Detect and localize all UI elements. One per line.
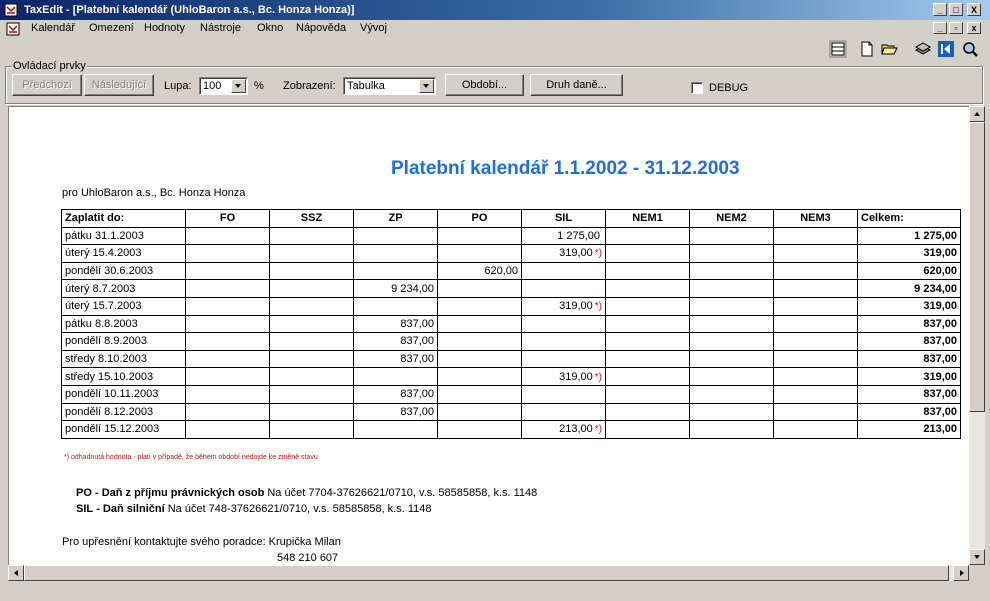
view-value: Tabulka [347,80,385,92]
document-icon[interactable] [6,22,20,36]
app-icon[interactable] [4,3,18,17]
column-header-fo: FO [186,210,270,228]
cell-nem2 [690,262,774,280]
cell-value: 213,00 [559,423,593,436]
first-icon[interactable] [937,40,955,58]
cell-date: úterý 15.7.2003 [62,297,186,315]
report-subtitle: pro UhloBaron a.s., Bc. Honza Honza [62,187,246,199]
cell-nem3 [774,333,858,351]
cell-nem2 [690,421,774,439]
cell-nem3 [774,262,858,280]
cell-nem2 [690,280,774,298]
open-folder-icon[interactable] [880,40,898,58]
cell-date: pondělí 8.12.2003 [62,403,186,421]
cell-sil [522,245,606,263]
cell-date: pondělí 10.11.2003 [62,385,186,403]
cell-zp [354,315,438,333]
cell-total: 319,00 [858,245,961,263]
cell-nem2 [690,297,774,315]
cell-total: 9 234,00 [858,280,961,298]
scroll-right-button[interactable] [953,565,969,581]
scroll-up-button[interactable] [969,106,985,122]
cell-zp [354,297,438,315]
legend-po [76,487,537,499]
cell-date: pátku 31.1.2003 [62,227,186,245]
cell-ssz [270,245,354,263]
cell-zp [354,245,438,263]
arrow-down-icon [974,555,980,559]
stack-icon[interactable] [914,40,932,58]
horizontal-scrollbar[interactable] [8,565,969,581]
table-row [62,333,961,351]
column-header-nem3: NEM3 [774,210,858,228]
mdi-close-button[interactable]: x [967,22,981,34]
cell-nem2 [690,227,774,245]
debug-checkbox[interactable] [691,82,703,94]
cell-po [438,368,522,386]
table-row [62,280,961,298]
mdi-minimize-button[interactable]: _ [933,22,947,34]
table-row [62,262,961,280]
scroll-left-button[interactable] [8,565,24,581]
cell-fo [186,350,270,368]
cell-nem1 [606,350,690,368]
legend-sil-name: - Daň silniční [96,503,165,515]
cell-fo [186,385,270,403]
arrow-right-icon [960,570,964,576]
cell-fo [186,333,270,351]
cell-nem1 [606,262,690,280]
cell-value: 837,00 [400,388,434,401]
column-header-sil: SIL [522,210,606,228]
cell-nem3 [774,315,858,333]
cell-date: pondělí 8.9.2003 [62,333,186,351]
tax-type-button[interactable]: Druh daně... [530,74,623,96]
cell-nem1 [606,227,690,245]
cell-nem3 [774,280,858,298]
cell-fo [186,280,270,298]
cell-nem1 [606,245,690,263]
cell-nem3 [774,297,858,315]
cell-fo [186,245,270,263]
cell-zp [354,227,438,245]
estimate-mark: *) [594,371,602,383]
cell-nem3 [774,385,858,403]
cell-fo [186,297,270,315]
cell-zp [354,403,438,421]
cell-sil [522,368,606,386]
table-row [62,245,961,263]
cell-date: pondělí 30.6.2003 [62,262,186,280]
cell-ssz [270,403,354,421]
menu-kalendar[interactable]: Kalendář [31,22,76,34]
cell-nem1 [606,403,690,421]
cell-po [438,350,522,368]
cell-value: 9 234,00 [391,282,434,295]
menu-vyvoj[interactable]: Vývoj [360,22,387,34]
cell-value: 319,00 [559,247,593,260]
payment-table [61,209,961,439]
cell-sil [522,333,606,351]
cell-nem1 [606,297,690,315]
controls-group-label: Ovládací prvky [13,60,86,72]
contact-phone: 548 210 607 [277,552,339,564]
estimate-footnote: *) odhadnutá hodnota - platí v případě, že během období nedojde ke změně stavu [64,454,318,461]
cell-sil [522,280,606,298]
cell-po [438,297,522,315]
scroll-corner [969,565,985,581]
table-header-row [62,210,961,228]
column-header-nem1: NEM1 [606,210,690,228]
cell-zp [354,368,438,386]
title-bar [0,0,990,20]
cell-zp [354,385,438,403]
table-row [62,368,961,386]
zoom-label: Lupa: [164,80,192,92]
column-header-total: Celkem: [858,210,961,228]
period-button[interactable]: Období... [445,74,524,96]
horizontal-scroll-thumb[interactable] [24,565,949,581]
cell-sil [522,350,606,368]
column-header-po: PO [438,210,522,228]
arrow-left-icon [14,570,18,576]
cell-value: 319,00 [559,370,593,383]
legend-sil-account: Na účet 748-37626621/0710, v.s. 58585858, k.s. 1148 [167,503,432,515]
menu-nastroje[interactable]: Nástroje [200,22,241,34]
search-icon[interactable] [961,40,979,58]
menu-okno[interactable]: Okno [257,22,284,34]
cell-total: 319,00 [858,368,961,386]
cell-nem1 [606,421,690,439]
cell-fo [186,368,270,386]
cell-total: 1 275,00 [858,227,961,245]
legend-sil [76,503,432,515]
cell-nem2 [690,368,774,386]
cell-zp [354,421,438,439]
cell-fo [186,315,270,333]
cell-total: 837,00 [858,315,961,333]
next-button[interactable]: Následující [84,74,154,96]
chevron-down-icon[interactable] [231,79,246,93]
cell-ssz [270,297,354,315]
maximize-button[interactable]: □ [949,3,963,16]
table-row [62,350,961,368]
report-viewport [8,106,970,566]
cell-total: 837,00 [858,333,961,351]
cell-po [438,333,522,351]
table-row [62,403,961,421]
previous-button[interactable]: Předchozí [12,74,82,96]
cell-ssz [270,421,354,439]
cell-zp [354,280,438,298]
cell-fo [186,262,270,280]
column-header-zp: ZP [354,210,438,228]
cell-fo [186,403,270,421]
cell-sil [522,385,606,403]
cell-nem1 [606,280,690,298]
new-document-icon[interactable] [858,40,876,58]
cell-nem1 [606,333,690,351]
menu-bar [0,20,990,38]
cell-date: úterý 15.4.2003 [62,245,186,263]
debug-label: DEBUG [709,82,749,94]
cell-nem1 [606,368,690,386]
legend-po-name: - Daň z příjmu právnických osob [94,487,265,499]
cell-po [438,227,522,245]
chevron-down-icon[interactable] [419,79,434,93]
estimate-mark: *) [594,248,602,260]
cell-po [438,403,522,421]
cell-nem2 [690,385,774,403]
vertical-scroll-thumb[interactable] [969,122,985,412]
cell-po [438,245,522,263]
cell-ssz [270,262,354,280]
cell-po [438,262,522,280]
column-header-nem2: NEM2 [690,210,774,228]
cell-sil [522,403,606,421]
close-button[interactable]: X [967,3,981,16]
cell-sil [522,227,606,245]
cell-nem1 [606,315,690,333]
minimize-button[interactable]: _ [933,3,947,16]
cell-date: středy 15.10.2003 [62,368,186,386]
column-header-date: Zaplatit do: [62,210,186,228]
legend-po-account: Na účet 7704-37626621/0710, v.s. 58585858, k.s. 1148 [267,487,538,499]
cell-date: pondělí 15.12.2003 [62,421,186,439]
cell-total: 837,00 [858,385,961,403]
cell-po [438,421,522,439]
cell-sil [522,315,606,333]
cell-nem2 [690,403,774,421]
report-title: Platební kalendář 1.1.2002 - 31.12.2003 [391,158,740,179]
cell-date: úterý 8.7.2003 [62,280,186,298]
cell-sil [522,297,606,315]
cell-date: středy 8.10.2003 [62,350,186,368]
view-label: Zobrazení: [283,80,336,92]
cell-ssz [270,227,354,245]
cell-po [438,385,522,403]
estimate-mark: *) [594,424,602,436]
cell-nem2 [690,245,774,263]
cell-nem2 [690,333,774,351]
cell-value: 837,00 [400,317,434,330]
cell-po [438,315,522,333]
cell-zp [354,333,438,351]
zoom-value: 100 [203,80,222,92]
cell-sil [522,421,606,439]
legend-po-code: PO [76,487,92,499]
table-row [62,227,961,245]
estimate-mark: *) [594,301,602,313]
cell-total: 620,00 [858,262,961,280]
cell-po [438,280,522,298]
cell-value: 319,00 [559,300,593,313]
menu-omezeni[interactable]: Omezení [89,22,134,34]
cell-nem3 [774,368,858,386]
cell-total: 837,00 [858,403,961,421]
cell-fo [186,227,270,245]
table-row [62,421,961,439]
table-row [62,315,961,333]
contact-text: Pro upřesnění kontaktujte svého poradce: Krupička Milan [62,536,341,548]
cell-nem2 [690,350,774,368]
view-select[interactable] [343,77,436,95]
cell-ssz [270,350,354,368]
cell-sil [522,262,606,280]
column-header-ssz: SSZ [270,210,354,228]
cell-zp [354,350,438,368]
table-row [62,297,961,315]
cell-total: 837,00 [858,350,961,368]
table-row [62,385,961,403]
cell-nem3 [774,350,858,368]
layout-icon[interactable] [829,40,847,58]
cell-fo [186,421,270,439]
arrow-up-icon [974,112,980,116]
cell-total: 213,00 [858,421,961,439]
cell-ssz [270,385,354,403]
cell-value: 620,00 [484,265,518,278]
cell-value: 837,00 [400,335,434,348]
cell-value: 837,00 [400,405,434,418]
legend-sil-code: SIL [76,503,94,515]
zoom-unit: % [254,80,264,92]
cell-value: 837,00 [400,353,434,366]
cell-nem1 [606,385,690,403]
scroll-down-button[interactable] [969,549,985,565]
cell-value: 1 275,00 [557,229,600,242]
cell-nem3 [774,403,858,421]
window-title: TaxEdit - [Platební kalendář (UhloBaron a.s., Bc. Honza Honza)] [24,4,355,16]
cell-nem3 [774,227,858,245]
menu-napoveda[interactable]: Nápověda [296,22,347,34]
cell-zp [354,262,438,280]
zoom-select[interactable] [199,77,248,95]
cell-ssz [270,315,354,333]
cell-ssz [270,368,354,386]
cell-ssz [270,280,354,298]
cell-nem2 [690,315,774,333]
cell-date: pátku 8.8.2003 [62,315,186,333]
menu-hodnoty[interactable]: Hodnoty [144,22,185,34]
cell-ssz [270,333,354,351]
cell-nem3 [774,245,858,263]
cell-total: 319,00 [858,297,961,315]
vertical-scrollbar[interactable] [969,106,985,565]
cell-nem3 [774,421,858,439]
mdi-restore-button[interactable]: ▫ [949,22,963,34]
